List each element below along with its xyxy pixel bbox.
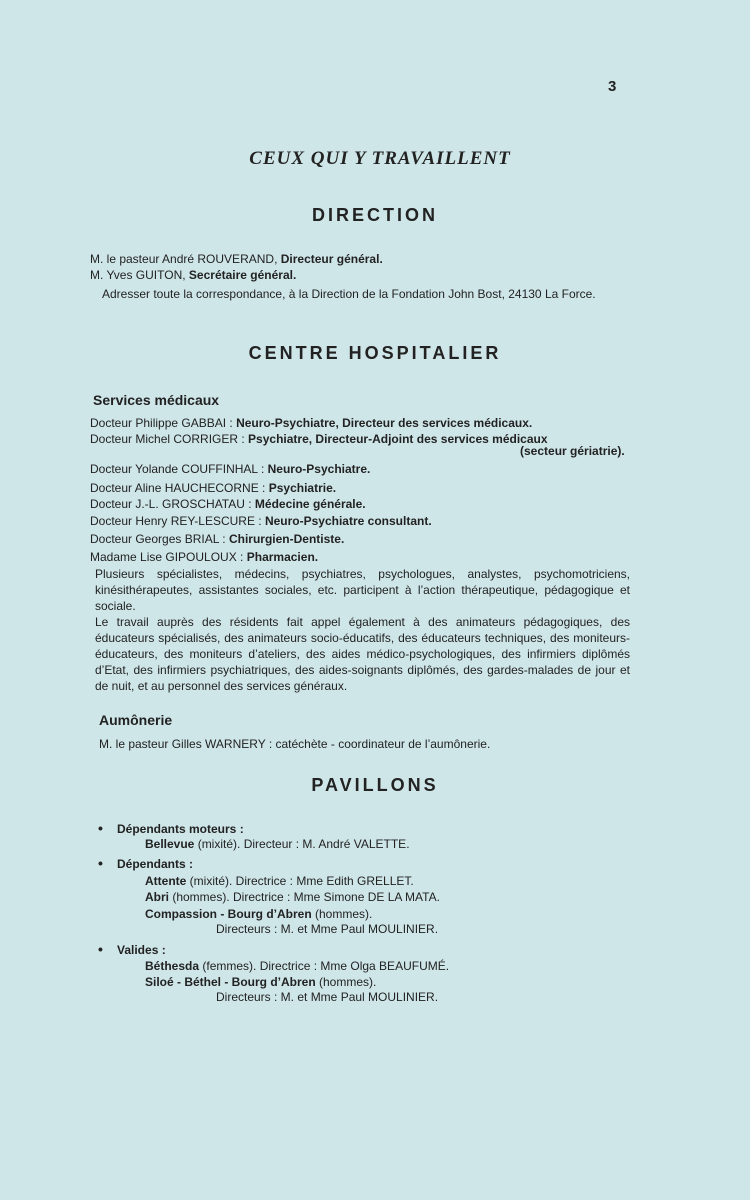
pavillon-compassion: Compassion - Bourg d’Abren (hommes). bbox=[145, 907, 373, 921]
staff-line: Docteur Philippe GABBAI : Neuro-Psychiatre, Directeur des services médicaux. bbox=[90, 416, 533, 430]
staff-line: Madame Lise GIPOULOUX : Pharmacien. bbox=[90, 550, 319, 564]
direction-address: Adresser toute la correspondance, à la Direction de la Fondation John Bost, 24130 La Force. bbox=[102, 287, 596, 301]
page-title: CEUX QUI Y TRAVAILLENT bbox=[249, 148, 511, 169]
centre-heading: CENTRE HOSPITALIER bbox=[248, 343, 502, 363]
compassion-directors: Directeurs : M. et Mme Paul MOULINIER. bbox=[216, 922, 439, 936]
staff-line: Docteur Aline HAUCHECORNE : Psychiatrie. bbox=[90, 481, 337, 495]
direction-line-2 bbox=[90, 268, 296, 282]
staff-line: Docteur Yolande COUFFINHAL : Neuro-Psychiatre. bbox=[90, 462, 371, 476]
services-heading: Services médicaux bbox=[93, 392, 220, 408]
direction-role-1: Directeur général. bbox=[280, 252, 383, 266]
pavillon-bethesda: Béthesda (femmes). Directrice : Mme Olga BEAUFUMÉ. bbox=[145, 959, 450, 973]
pavillons-heading: PAVILLONS bbox=[311, 775, 439, 795]
staff-line: (secteur gériatrie). bbox=[520, 444, 625, 458]
staff-line: Docteur Henry REY-LESCURE : Neuro-Psychiatre consultant. bbox=[90, 514, 432, 528]
aumonerie-line: M. le pasteur Gilles WARNERY : catéchète - coordinateur de l’aumônerie. bbox=[99, 737, 491, 751]
specialists-paragraph: Plusieurs spécialistes, médecins, psychiatres, psychologues, analystes, psychomotriciens, kinésithérapeutes, assistantes sociales, etc. participent à l’action thérapeutique, pédagogique et sociale. bbox=[95, 567, 630, 613]
group-dependants-moteurs: • Dépendants moteurs : bbox=[100, 822, 244, 836]
siloe-directors: Directeurs : M. et Mme Paul MOULINIER. bbox=[216, 990, 439, 1004]
staff-line: Docteur Georges BRIAL : Chirurgien-Dentiste. bbox=[90, 532, 345, 546]
staff-paragraph: Le travail auprès des résidents fait appel également à des animateurs pédagogiques, des éducateurs spécialisés, des animateurs socio-éducatifs, des éducateurs techniques, des moniteurs-éducateurs, des moniteurs d’ateliers, des aides médico-psychologiques, des infirmiers diplômés d’Etat, des infirmiers psychiatriques, des aides-soignants diplômés, des gardes-malades de jour et de nuit, et au personnel des services généraux. bbox=[95, 615, 630, 693]
direction-name-1: M. le pasteur André ROUVERAND, bbox=[90, 252, 281, 266]
staff-line: Docteur Michel CORRIGER : Psychiatre, Directeur-Adjoint des services médicaux bbox=[90, 432, 548, 446]
direction-name-2: M. Yves GUITON, bbox=[90, 268, 189, 282]
group-valides: • Valides : bbox=[100, 943, 166, 957]
direction-line-1 bbox=[90, 252, 383, 266]
pavillon-abri: Abri (hommes). Directrice : Mme Simone DE LA MATA. bbox=[145, 890, 440, 904]
aumonerie-heading: Aumônerie bbox=[99, 712, 173, 728]
group-dependants: • Dépendants : bbox=[100, 857, 193, 871]
staff-line: Docteur J.-L. GROSCHATAU : Médecine générale. bbox=[90, 497, 366, 511]
pavillon-siloe: Siloé - Béthel - Bourg d’Abren (hommes). bbox=[145, 975, 377, 989]
direction-heading: DIRECTION bbox=[312, 205, 438, 225]
pavillon-attente: Attente (mixité). Directrice : Mme Edith GRELLET. bbox=[145, 874, 414, 888]
direction-role-2: Secrétaire général. bbox=[188, 268, 297, 282]
pavillon-bellevue: Bellevue (mixité). Directeur : M. André VALETTE. bbox=[145, 837, 410, 851]
page-number: 3 bbox=[608, 78, 617, 95]
